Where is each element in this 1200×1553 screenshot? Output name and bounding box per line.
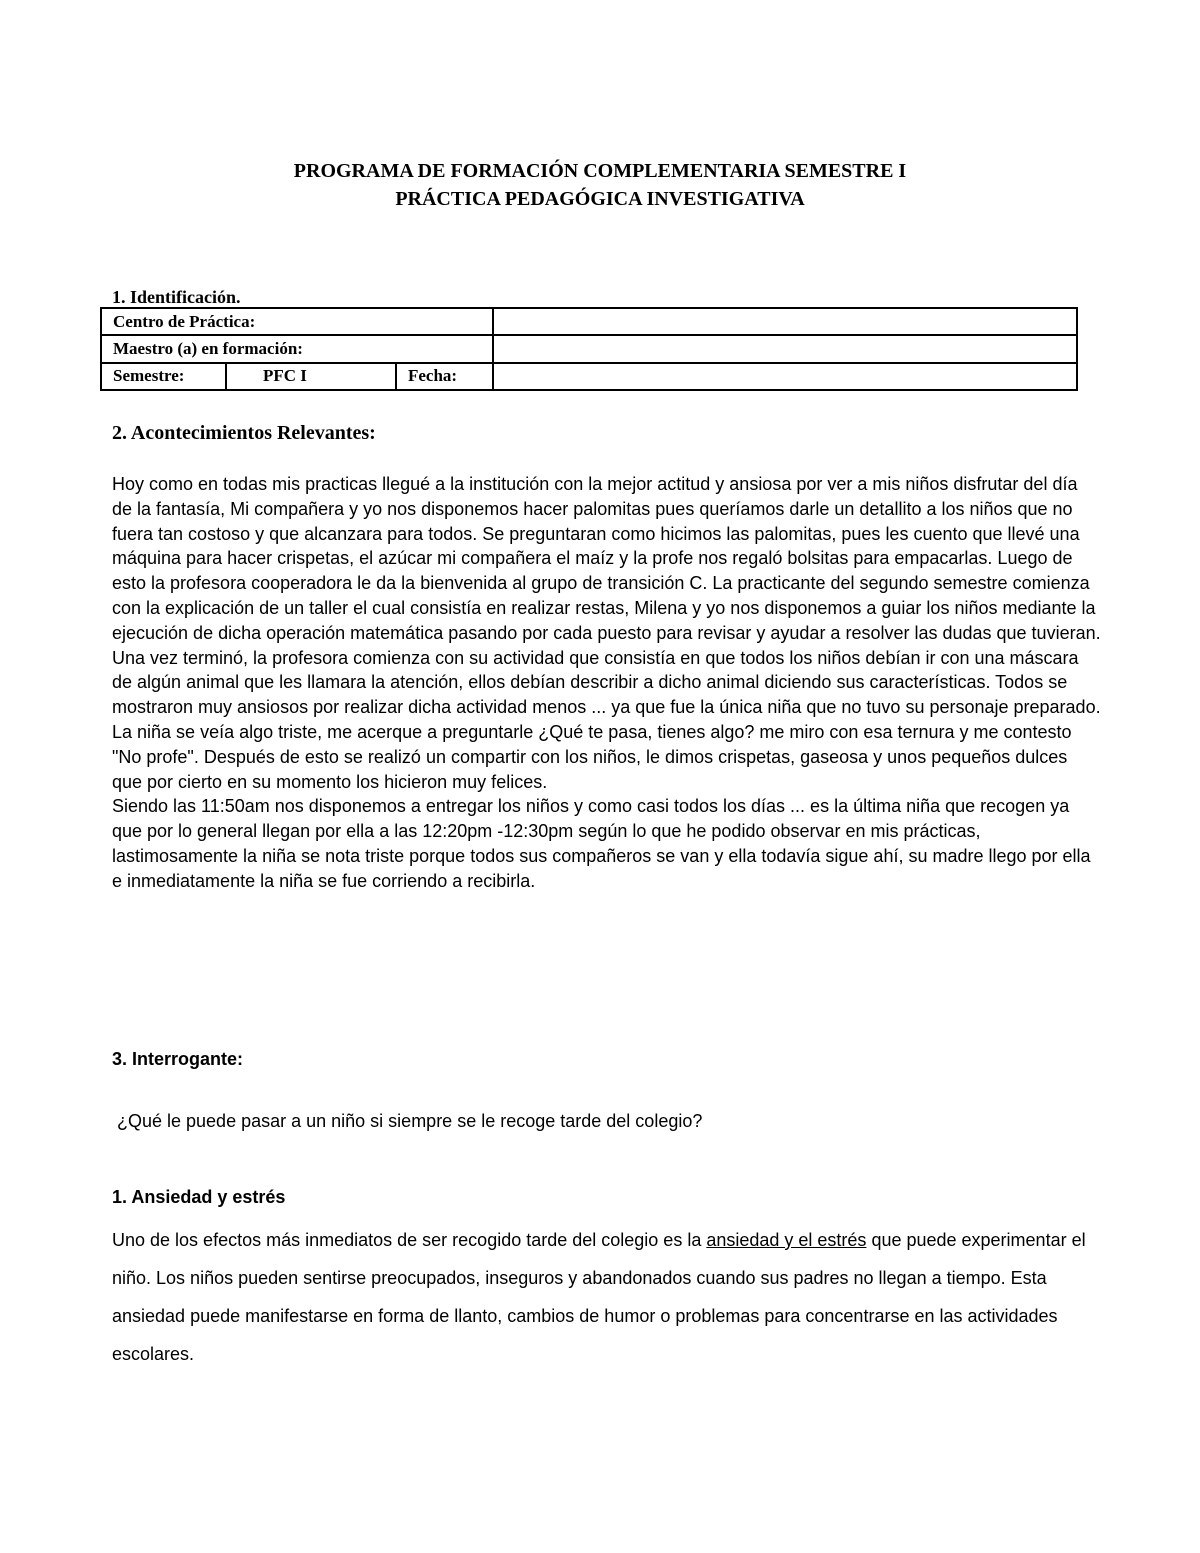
- paragraph: Hoy como en todas mis practicas llegué a la institución con la mejor actitud y ansiosa por ver a mis niños disfrutar del día de la fantasía, Mi compañera y yo nos disponemos hacer palomitas pues queríamos darle un detallito a los niños que no fuera tan costoso y que alcanzara para todos. Se preguntaran como hicimos las palomitas, pues les cuento que llevé una máquina para hacer crispetas, el azúcar mi compañera el maíz y la profe nos regaló bolsitas para empacarlas. Luego de esto la profesora cooperadora le da la bienvenida al grupo de transición C. La practicante del segundo semestre comienza con la explicación de un taller el cual consistía en realizar restas, Milena y yo nos disponemos a guiar los niños mediante la ejecución de dicha operación matemática pasando por cada puesto para revisar y ayudar a resolver las dudas que tuvieran.: [112, 474, 1101, 643]
- paragraph: Una vez terminó, la profesora comienza con su actividad que consistía en que todos los niños debían ir con una máscara de algún animal que les llamara la atención, ellos debían describir a dicho animal diciendo sus características. Todos se mostraron muy ansiosos por realizar dicha actividad menos ... ya que fue la única niña que no tuvo su personaje preparado. La niña se veía algo triste, me acerque a preguntarle ¿Qué te pasa, tienes algo? me miro con esa ternura y me contesto "No profe". Después de esto se realizó un compartir con los niños, le dimos crispetas, gaseosa y unos pequeños dulces que por cierto en su momento los hicieron muy felices.: [112, 647, 1101, 792]
- fecha-value: [493, 363, 1077, 390]
- acontecimientos-heading: 2. Acontecimientos Relevantes:: [112, 422, 376, 444]
- document-subtitle: PRÁCTICA PEDAGÓGICA INVESTIGATIVA: [395, 188, 805, 210]
- table-row: [101, 335, 1077, 362]
- identificacion-heading: 1. Identificación.: [112, 287, 241, 307]
- interrogante-heading: 3. Interrogante:: [112, 1049, 244, 1069]
- centro-value: [493, 308, 1077, 335]
- text-segment: que puede experimentar el niño. Los niños pueden sentirse preocupados, inseguros y abandonados cuando sus padres no llegan a tiempo. Esta ansiedad puede manifestarse en forma de llanto, cambios de humor o problemas para concentrarse en las actividades escolares.: [112, 1230, 1086, 1364]
- fecha-label: Fecha:: [396, 363, 493, 390]
- maestro-value: [493, 335, 1077, 362]
- acontecimientos-body: [112, 472, 1102, 894]
- table-row: [101, 308, 1077, 335]
- table-row: [101, 363, 1077, 390]
- respuesta-body: [112, 1221, 1102, 1373]
- centro-label: Centro de Práctica:: [101, 308, 493, 335]
- semestre-value: PFC I: [226, 363, 396, 390]
- identification-table: [100, 307, 1078, 391]
- paragraph: Siendo las 11:50am nos disponemos a entregar los niños y como casi todos los días ... es la última niña que recogen ya que por lo general llegan por ella a las 12:20pm -12:30pm según lo que he podido observar en mis prácticas, lastimosamente la niña se nota triste porque todos sus compañeros se van y ella todavía sigue ahí, su madre llego por ella e inmediatamente la niña se fue corriendo a recibirla.: [112, 796, 1091, 891]
- ansiedad-link[interactable]: ansiedad y el estrés: [706, 1230, 867, 1250]
- maestro-label: Maestro (a) en formación:: [101, 335, 493, 362]
- text-segment: Uno de los efectos más inmediatos de ser recogido tarde del colegio es la: [112, 1230, 707, 1250]
- paragraph: [112, 1221, 1102, 1373]
- semestre-label: Semestre:: [101, 363, 226, 390]
- respuesta-heading: 1. Ansiedad y estrés: [112, 1187, 286, 1207]
- document-title: PROGRAMA DE FORMACIÓN COMPLEMENTARIA SEMESTRE I: [293, 160, 907, 182]
- interrogante-question: ¿Qué le puede pasar a un niño si siempre se le recoge tarde del colegio?: [117, 1111, 703, 1131]
